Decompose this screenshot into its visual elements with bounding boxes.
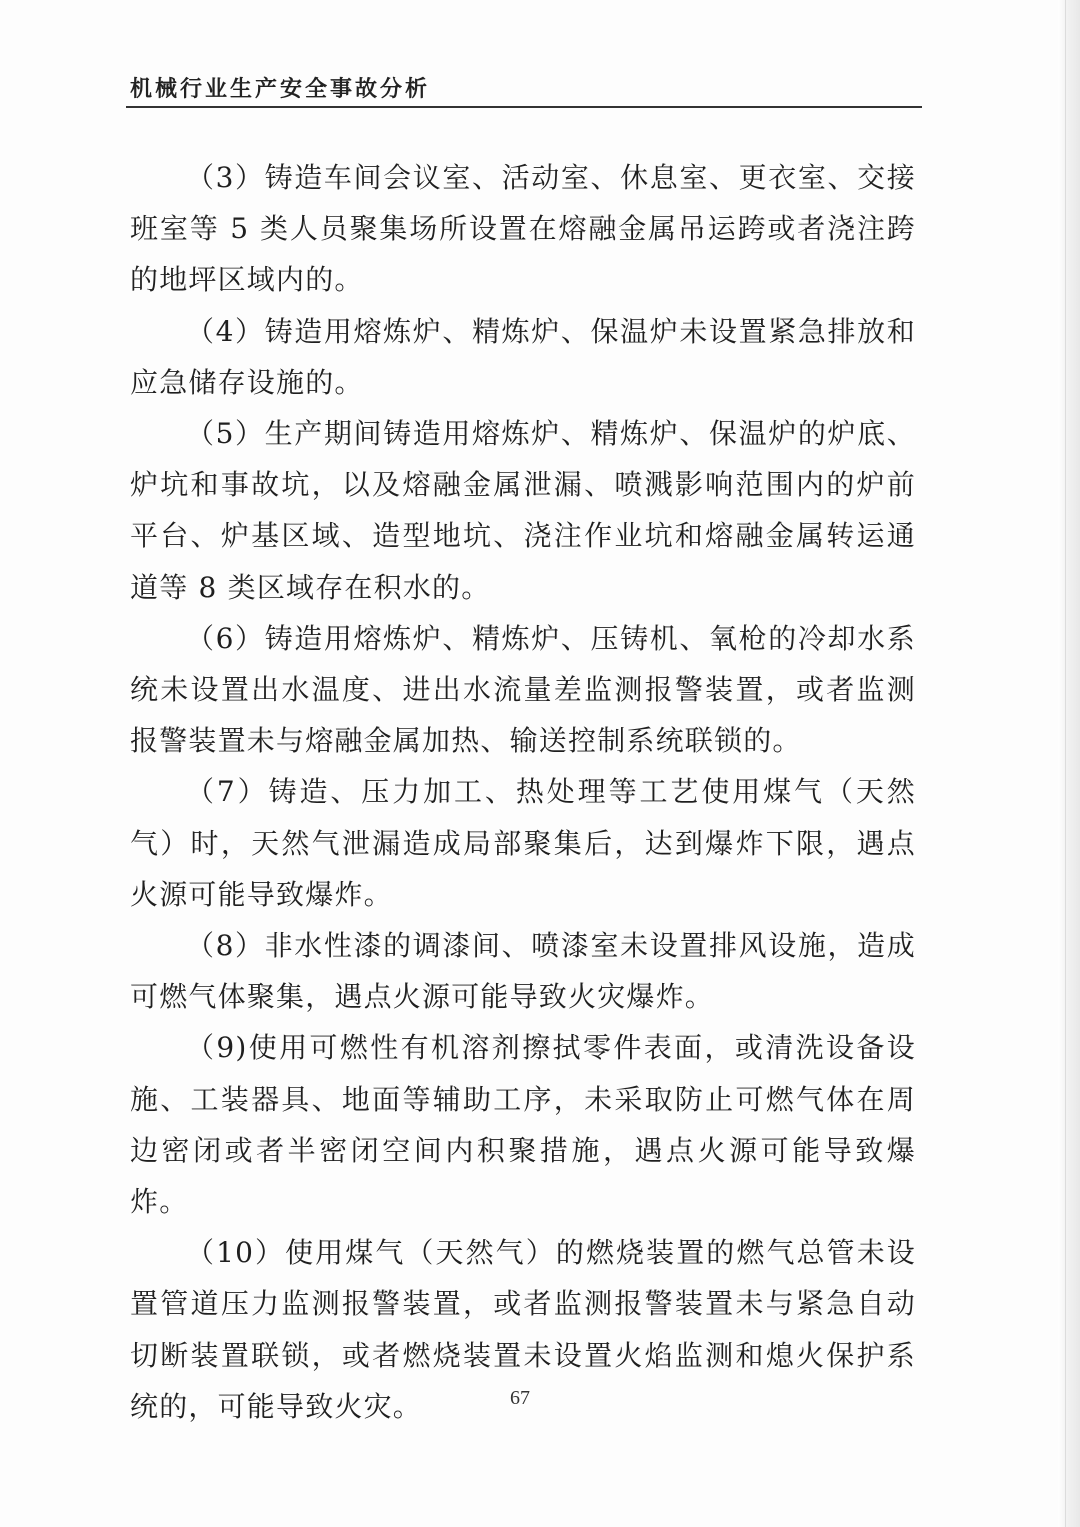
page-number: 67 bbox=[510, 1387, 530, 1409]
header-rule bbox=[126, 106, 922, 108]
running-header: 机械行业生产安全事故分析 bbox=[130, 77, 431, 102]
body-text bbox=[130, 152, 916, 1432]
scan-line bbox=[1065, 0, 1066, 1527]
scan-edge bbox=[1058, 0, 1080, 1527]
paragraph-item-6: （6）铸造用熔炼炉、精炼炉、压铸机、氧枪的冷却水系统未设置出水温度、进出水流量差监测报警装置，或者监测报警装置未与熔融金属加热、输送控制系统联锁的。 bbox=[130, 621, 916, 758]
paragraph-item-4: （4）铸造用熔炼炉、精炼炉、保温炉未设置紧急排放和应急储存设施的。 bbox=[130, 314, 916, 399]
paragraph-item-8: （8）非水性漆的调漆间、喷漆室未设置排风设施，造成可燃气体聚集，遇点火源可能导致火灾爆炸。 bbox=[130, 929, 916, 1014]
paragraph-item-3: （3）铸造车间会议室、活动室、休息室、更衣室、交接班室等 5 类人员聚集场所设置在熔融金属吊运跨或者浇注跨的地坪区域内的。 bbox=[130, 161, 916, 297]
paragraph-item-7: （7）铸造、压力加工、热处理等工艺使用煤气（天然气）时，天然气泄漏造成局部聚集后，达到爆炸下限，遇点火源可能导致爆炸。 bbox=[130, 775, 916, 911]
paragraph-item-9: （9)使用可燃性有机溶剂擦拭零件表面，或清洗设备设施、工装器具、地面等辅助工序，未采取防止可燃气体在周边密闭或者半密闭空间内积聚措施，遇点火源可能导致爆炸。 bbox=[130, 1031, 916, 1219]
paragraph-item-5: （5）生产期间铸造用熔炼炉、精炼炉、保温炉的炉底、炉坑和事故坑，以及熔融金属泄漏、喷溅影响范围内的炉前平台、炉基区域、造型地坑、浇注作业坑和熔融金属转运通道等 8 类区域存在积水的。 bbox=[130, 417, 916, 604]
paragraph-item-10: （10）使用煤气（天然气）的燃烧装置的燃气总管未设置管道压力监测报警装置，或者监测报警装置未与紧急自动切断装置联锁，或者燃烧装置未设置火焰监测和熄火保护系统的，可能导致火灾。 bbox=[130, 1236, 916, 1423]
